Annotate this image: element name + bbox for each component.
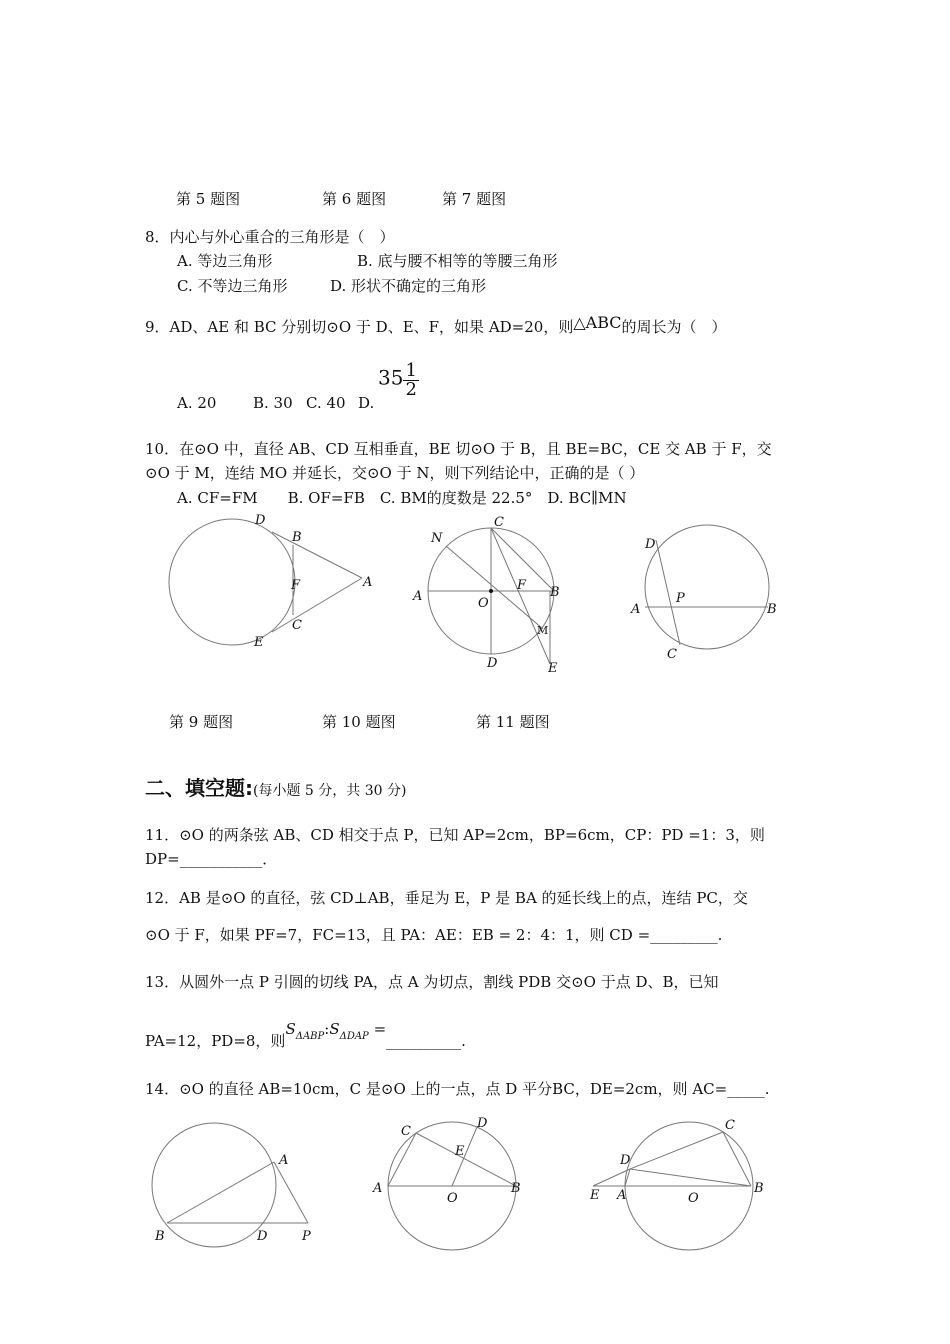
figure-q10 <box>410 512 570 677</box>
fig10-label-d: D <box>487 656 498 671</box>
figa-line-ap <box>274 1162 308 1223</box>
section2-title: 二、填空题: <box>145 776 253 800</box>
q13-colon: : <box>324 1020 330 1038</box>
figa-label-a: A <box>279 1153 289 1168</box>
q13-eq: = <box>368 1020 387 1038</box>
q13-s1: S <box>285 1020 296 1038</box>
q11-line2: DP=___________． <box>145 850 278 868</box>
fig9-label-b: B <box>292 530 302 545</box>
caption-fig6: 第 6 题图 <box>322 190 387 208</box>
q9-option-c: C. 40 <box>306 394 346 412</box>
figure-q11 <box>625 520 785 665</box>
fig10-line-nm <box>446 546 543 629</box>
q13-blank: __________. <box>386 1032 466 1050</box>
q13-sub2: ΔDAP <box>339 1031 369 1042</box>
q12-line2: ⊙O 于 F，如果 PF=7，FC=13，且 PA：AE：EB = 2：4：1，则 CD =_________. <box>145 926 723 944</box>
fig10-label-n: N <box>431 531 443 546</box>
figb-label-d: D <box>477 1116 488 1131</box>
q10-options: A. CF=FM B. OF=FB C. BM的度数是 22.5° D. BC∥MN <box>177 489 627 507</box>
figb-label-c: C <box>401 1124 411 1139</box>
q9-stem-pre: 9．AD、AE 和 BC 分别切⊙O 于 D、E、F，如果 AD=20，则 <box>145 318 574 336</box>
figb-label-o: O <box>447 1191 458 1206</box>
caption-fig5: 第 5 题图 <box>176 190 241 208</box>
q9-frac-num: 1 <box>405 360 417 381</box>
figc-label-b: B <box>754 1181 764 1196</box>
caption-fig10: 第 10 题图 <box>322 713 396 731</box>
caption-fig11: 第 11 题图 <box>476 713 550 731</box>
q13-line1: 13．从圆外一点 P 引圆的切线 PA，点 A 为切点，割线 PDB 交⊙O 于点 D、B，已知 <box>145 973 719 991</box>
fig10-label-f: F <box>517 578 527 593</box>
figa-label-d: D <box>257 1229 268 1244</box>
figc-label-o: O <box>688 1191 699 1206</box>
figure-row2-b <box>370 1113 530 1253</box>
section2-heading <box>145 772 406 801</box>
figc-line-ed <box>593 1169 630 1186</box>
fig10-label-c: C <box>494 515 504 530</box>
q13-line2-pre: PA=12，PD=8，则 <box>145 1032 286 1050</box>
q11-line1: 11．⊙O 的两条弦 AB、CD 相交于点 P，已知 AP=2cm，BP=6cm，CP：PD =1：3，则 <box>145 826 765 844</box>
figc-line-dc <box>630 1132 723 1169</box>
fig9-label-c: C <box>292 618 302 633</box>
fig11-label-d: D <box>645 537 656 552</box>
fig11-label-a: A <box>631 602 641 617</box>
fig9-line-da <box>272 532 362 578</box>
caption-fig7: 第 7 题图 <box>442 190 507 208</box>
fig9-label-e: E <box>254 635 264 650</box>
fig10-label-m: M <box>537 624 549 637</box>
section2-note: (每小题 5 分，共 30 分) <box>253 783 407 799</box>
figb-label-b: B <box>511 1181 521 1196</box>
figc-label-d: D <box>620 1153 631 1168</box>
caption-fig9: 第 9 题图 <box>169 713 234 731</box>
fig9-label-d: D <box>255 513 266 528</box>
figa-label-p: P <box>302 1229 311 1244</box>
figc-line-db <box>630 1169 751 1186</box>
q9-fraction <box>378 362 419 399</box>
figb-label-e: E <box>455 1144 465 1159</box>
q8-option-d: D. 形状不确定的三角形 <box>330 277 487 295</box>
figb-label-a: A <box>373 1181 383 1196</box>
q13-s2: S <box>329 1020 340 1038</box>
q8-option-b: B. 底与腰不相等的等腰三角形 <box>357 252 558 270</box>
figa-line-ba <box>167 1162 274 1223</box>
q9-stem-post: 的周长为（ ） <box>621 318 727 336</box>
fig11-label-p: P <box>676 591 685 606</box>
fig9-line-ea <box>272 578 362 632</box>
figb-line-ac <box>388 1133 416 1186</box>
fig11-label-c: C <box>667 647 677 662</box>
figa-label-b: B <box>155 1229 165 1244</box>
fig9-label-f: F <box>291 578 301 593</box>
fig9-label-a: A <box>363 575 373 590</box>
figb-line-cb <box>416 1133 516 1186</box>
q10-line1: 10．在⊙O 中，直径 AB、CD 互相垂直，BE 切⊙O 于 B，且 BE=BC，CE 交 AB 于 F，交 <box>145 440 772 458</box>
q10-line2: ⊙O 于 M，连结 MO 并延长，交⊙O 于 N，则下列结论中，正确的是（ ） <box>145 464 645 482</box>
figc-label-c: C <box>725 1118 735 1133</box>
figc-label-a: A <box>617 1188 627 1203</box>
fig10-label-e: E <box>548 661 558 676</box>
q8-stem: 8．内心与外心重合的三角形是（ ） <box>145 228 395 246</box>
q9-option-a: A. 20 <box>177 394 217 412</box>
fig11-circle <box>645 525 769 649</box>
figure-row2-c <box>585 1113 770 1253</box>
figure-row2-a <box>145 1118 330 1248</box>
figc-label-e: E <box>590 1188 600 1203</box>
q9-triangle: △ABC <box>573 313 622 332</box>
q13-sub1: ΔABP <box>295 1031 325 1042</box>
q13-line2 <box>145 1018 466 1050</box>
fig10-label-a: A <box>413 589 423 604</box>
q9-option-b: B. 30 <box>253 394 293 412</box>
q12-line1: 12．AB 是⊙O 的直径，弦 CD⊥AB，垂足为 E，P 是 BA 的延长线上的点，连结 PC，交 <box>145 889 748 907</box>
q8-option-a: A. 等边三角形 <box>177 252 273 270</box>
q9-frac-den: 2 <box>405 379 417 400</box>
q9-frac-whole: 35 <box>378 365 404 390</box>
fig9-circle <box>169 519 295 645</box>
figure-q9 <box>160 510 380 655</box>
fig10-label-o: O <box>478 596 489 611</box>
fig10-label-b: B <box>550 585 560 600</box>
q8-option-c: C. 不等边三角形 <box>177 277 288 295</box>
q9-stem <box>145 313 727 337</box>
fig10-center-dot <box>489 589 493 593</box>
q14-stem: 14．⊙O 的直径 AB=10cm，C 是⊙O 上的一点，点 D 平分BC，DE=2cm，则 AC=_____. <box>145 1080 770 1098</box>
q9-frac <box>403 362 418 399</box>
fig10-line-ce <box>491 528 550 664</box>
q9-option-d: D. <box>358 394 375 412</box>
fig11-label-b: B <box>767 602 777 617</box>
